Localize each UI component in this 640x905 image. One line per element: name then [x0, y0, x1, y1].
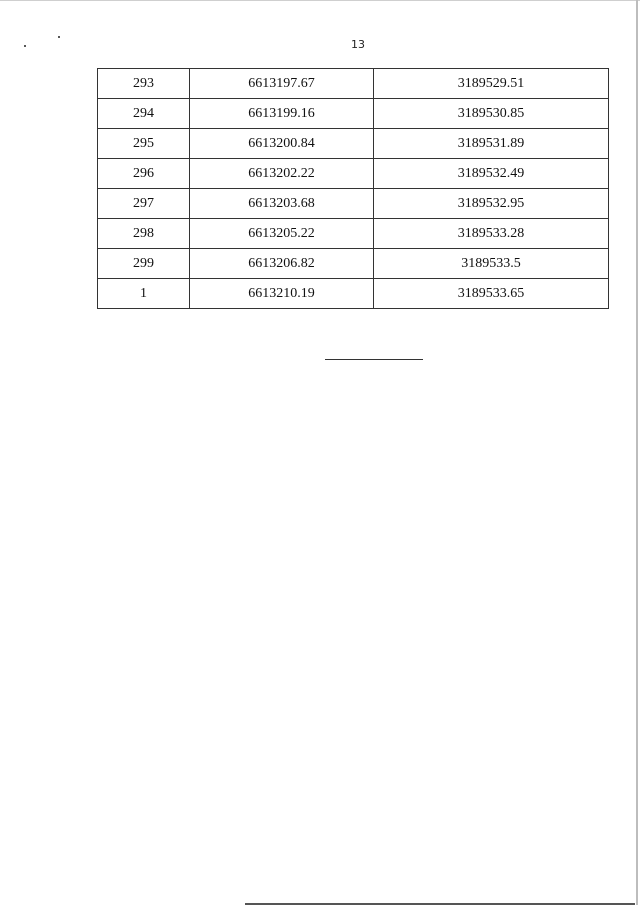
y-coordinate-cell: 3189530.85: [374, 99, 609, 129]
page-edge-right: [636, 0, 638, 905]
point-number-cell: 1: [98, 279, 190, 309]
y-coordinate-cell: 3189533.28: [374, 219, 609, 249]
end-of-document-line: [325, 359, 423, 360]
point-number-cell: 299: [98, 249, 190, 279]
table-row: [98, 99, 609, 129]
y-coordinate-cell: 3189531.89: [374, 129, 609, 159]
x-coordinate-cell: 6613199.16: [190, 99, 374, 129]
x-coordinate-cell: 6613202.22: [190, 159, 374, 189]
y-coordinate-cell: 3189533.5: [374, 249, 609, 279]
x-coordinate-cell: 6613206.82: [190, 249, 374, 279]
y-coordinate-cell: 3189533.65: [374, 279, 609, 309]
table-row: [98, 189, 609, 219]
table-row: [98, 249, 609, 279]
table-row: [98, 159, 609, 189]
table-row: [98, 279, 609, 309]
point-number-cell: 293: [98, 69, 190, 99]
point-number-cell: 297: [98, 189, 190, 219]
x-coordinate-cell: 6613203.68: [190, 189, 374, 219]
table-row: [98, 69, 609, 99]
point-number-cell: 295: [98, 129, 190, 159]
x-coordinate-cell: 6613210.19: [190, 279, 374, 309]
x-coordinate-cell: 6613205.22: [190, 219, 374, 249]
y-coordinate-cell: 3189532.95: [374, 189, 609, 219]
point-number-cell: 296: [98, 159, 190, 189]
point-number-cell: 298: [98, 219, 190, 249]
y-coordinate-cell: 3189532.49: [374, 159, 609, 189]
point-number-cell: 294: [98, 99, 190, 129]
table-row: [98, 219, 609, 249]
page-number: 13: [351, 38, 365, 51]
x-coordinate-cell: 6613200.84: [190, 129, 374, 159]
page-edge-top: [0, 0, 640, 1]
coordinates-table: [97, 68, 609, 309]
y-coordinate-cell: 3189529.51: [374, 69, 609, 99]
x-coordinate-cell: 6613197.67: [190, 69, 374, 99]
table-row: [98, 129, 609, 159]
